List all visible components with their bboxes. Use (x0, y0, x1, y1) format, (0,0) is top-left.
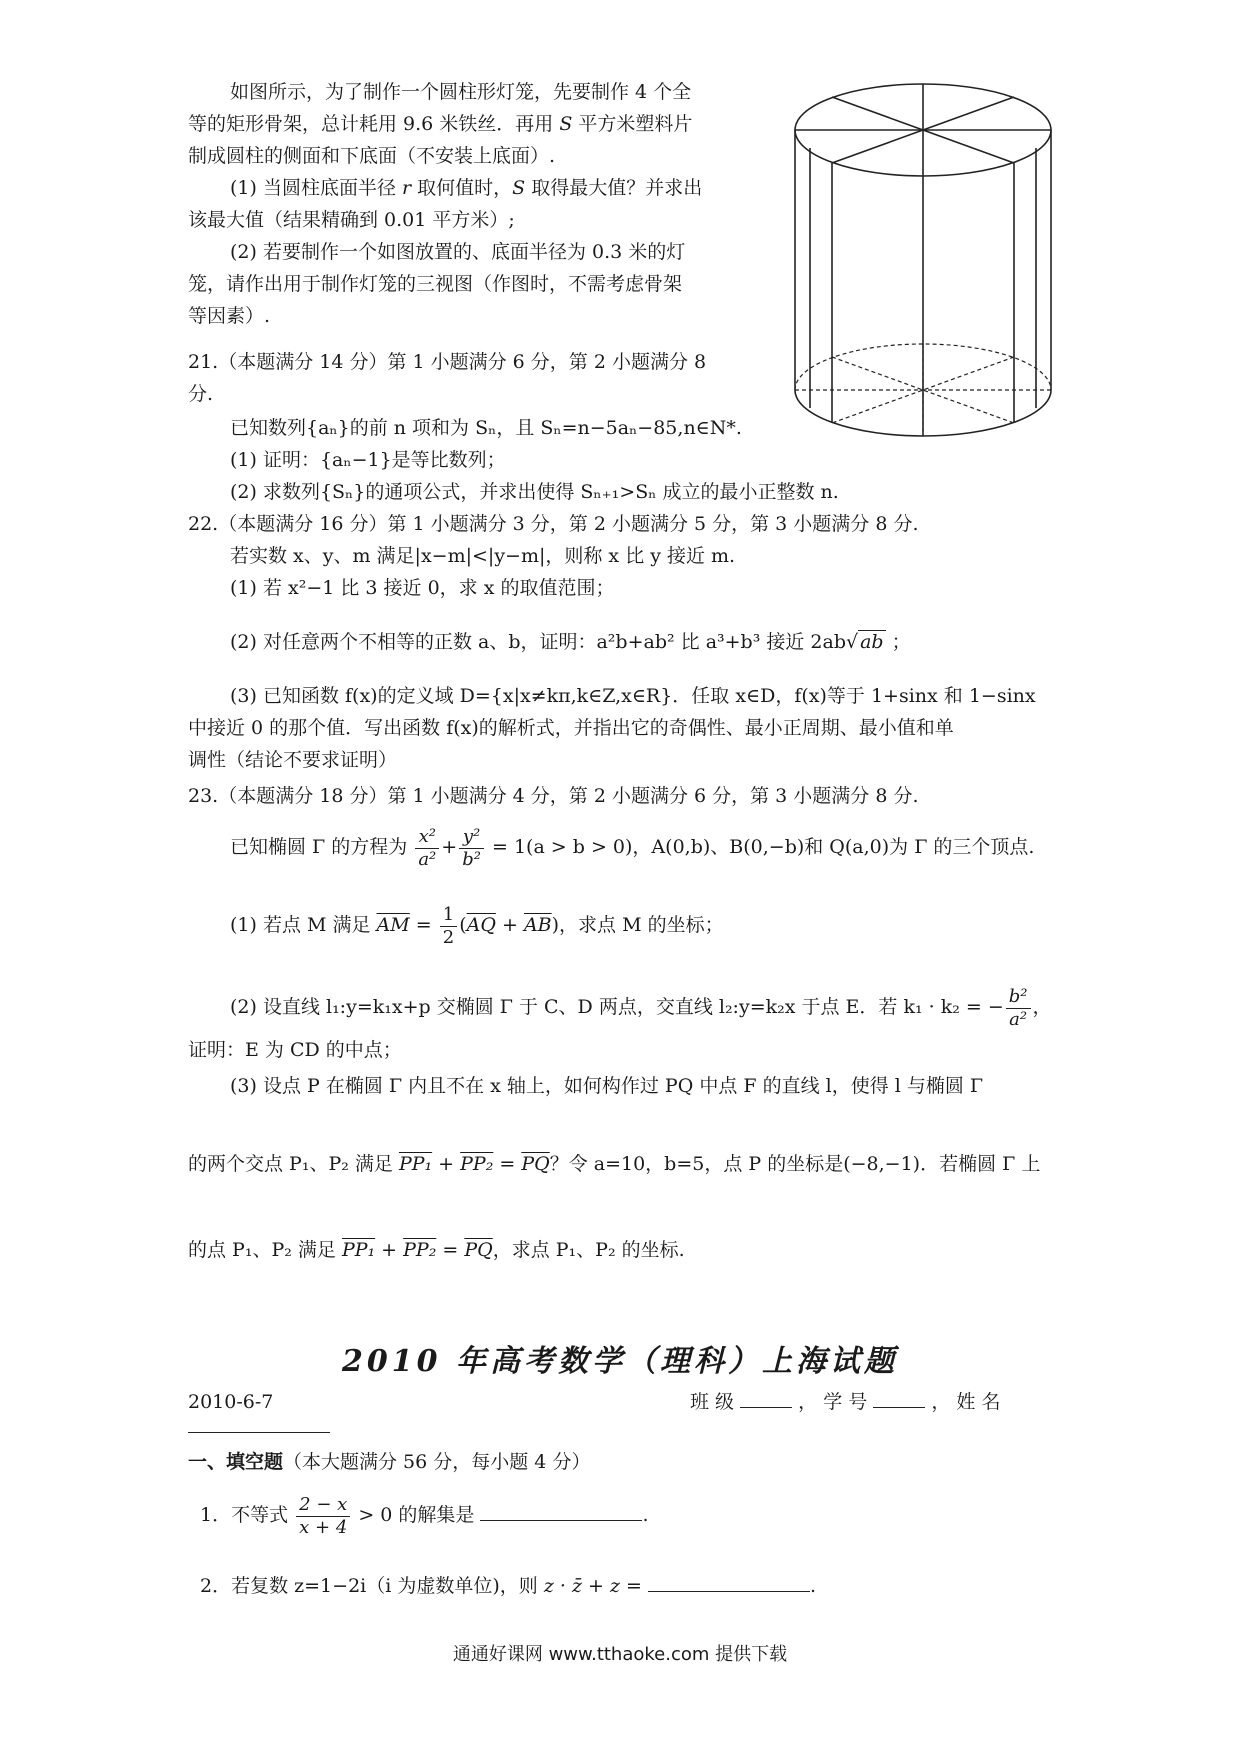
frac-den: a² (418, 848, 437, 870)
p20-q1-text-a: (1) 当圆柱底面半径 (230, 177, 396, 199)
fraction-half (440, 904, 457, 949)
p23-q1 (230, 898, 724, 952)
fraction-2-x-over-x-4 (296, 1494, 350, 1539)
p23-q2-line2: 证明：E 为 CD 的中点； (188, 1039, 402, 1061)
p20-intro-line3: 制成圆柱的侧面和下底面（不安装上底面）. (188, 145, 556, 167)
p20-intro-line1: 如图所示，为了制作一个圆柱形灯笼，先要制作 4 个全 (230, 81, 692, 103)
q1-text-b: > 0 的解集是 (358, 1504, 475, 1526)
frac-den: 2 (442, 926, 455, 948)
p23-q3-text-b: ？令 a=10，b=5，点 P 的坐标是(−8,−1)．若椭圆 Γ 上 (549, 1153, 1041, 1175)
fraction-x2-a2 (415, 826, 439, 871)
p20-var-S2: S (512, 177, 526, 199)
p20-var-r: r (402, 177, 412, 199)
paren-open: ( (459, 914, 467, 936)
p20-var-S: S (559, 113, 573, 135)
p22-q2-sqrt-ab: ab (860, 631, 884, 653)
exam-title: 2010 年高考数学（理科）上海试题 (342, 1344, 898, 1379)
frac-num: 1 (440, 904, 457, 927)
p20-q2-line2: 笼，请作出用于制作灯笼的三视图（作图时，不需考虑骨架 (188, 273, 683, 295)
p22-q3-line1: (3) 已知函数 f(x)的定义域 D={x|x≠kπ,k∈Z,x∈R}．任取 x∈D，f(x)等于 1+sinx 和 1−sinx (230, 685, 1036, 707)
student-id-blank[interactable] (873, 1389, 925, 1408)
p22-stem: 若实数 x、y、m 满足|x−m|<|y−m|，则称 x 比 y 接近 m. (230, 545, 736, 567)
p23-q1-end: )，求点 M 的坐标； (551, 914, 724, 936)
p23-q2-line1 (230, 980, 1052, 1034)
fraction-b2-a2 (1006, 986, 1031, 1031)
plus-sign: + (438, 1153, 455, 1175)
p20-intro-line2-text: 等的矩形骨架，总计耗用 9.6 米铁丝．再用 (188, 113, 554, 135)
frac-den: x + 4 (299, 1516, 348, 1538)
p23-stem (230, 820, 1034, 874)
section1-heading: 一、填空题 (188, 1451, 284, 1473)
plus-sign: + (441, 836, 458, 858)
cylinder-lantern-figure (788, 70, 1058, 440)
p23-q3-line2 (188, 1150, 1040, 1178)
section1-heading-line (188, 1448, 590, 1476)
p20-q1-line2: 该最大值（结果精确到 0.01 平方米）; (188, 209, 515, 231)
answer-blank-2[interactable] (648, 1573, 810, 1592)
p21-header-line2: 分. (188, 383, 214, 405)
vector-PP1: PP₁ (398, 1153, 433, 1175)
frac-den: b² (462, 848, 481, 870)
footer-source: 通通好课网 www.tthaoke.com 提供下载 (452, 1644, 788, 1665)
name-blank-line[interactable] (188, 1432, 330, 1433)
class-blank[interactable] (740, 1389, 792, 1408)
p21-header-line1: 21.（本题满分 14 分）第 1 小题满分 6 分，第 2 小题满分 8 (188, 351, 707, 373)
class-label: 班 级 (690, 1391, 735, 1413)
p21-stem: 已知数列{aₙ}的前 n 项和为 Sₙ，且 Sₙ=n−5aₙ−85,n∈N*. (230, 417, 742, 439)
p23-q3-text-d: ，求点 P₁、P₂ 的坐标. (492, 1239, 685, 1261)
vector-PP2: PP₂ (460, 1153, 494, 1175)
vector-AQ: $\overline{AQ}$ (466, 914, 496, 936)
plus-sign: + (381, 1239, 398, 1261)
exam-date: 2010-6-7 (188, 1391, 274, 1413)
p23-q2-end: ， (1032, 996, 1052, 1018)
frac-num: y² (459, 826, 484, 849)
fill-question-2 (200, 1572, 816, 1600)
q2-end: . (809, 1575, 817, 1597)
student-info-fields (690, 1388, 1000, 1416)
p21-q1: (1) 证明：{aₙ−1}是等比数列； (230, 449, 506, 471)
p20-q1-text-c: 取得最大值？并求出 (531, 177, 703, 199)
p20-q1-line1 (230, 174, 702, 202)
vector-AM: $\overline{AM}$ (376, 914, 410, 936)
vector-PQ: $\overline{PQ}$ (521, 1153, 550, 1175)
p20-q2-line1: (2) 若要制作一个如图放置的、底面半径为 0.3 米的灯 (230, 241, 686, 263)
p22-q2-text: (2) 对任意两个不相等的正数 a、b，证明：a²b+ab² 比 a³+b³ 接近 2ab (230, 631, 846, 653)
vector-PQ: $\overline{PQ}$ (464, 1239, 493, 1261)
p23-q3-text-c: 的点 P₁、P₂ 满足 (188, 1239, 336, 1261)
q2-expr: z · z̄ + z = (543, 1575, 642, 1597)
q2-text: 2．若复数 z=1−2i（i 为虚数单位)，则 (200, 1575, 538, 1597)
equals-sign: = (442, 1239, 459, 1261)
frac-num: b² (1006, 986, 1031, 1009)
p23-q2-text: (2) 设直线 l₁:y=k₁x+p 交椭圆 Γ 于 C、D 两点，交直线 l₂:y=k₂x 于点 E．若 k₁ · k₂ = − (230, 996, 1004, 1018)
p23-q1-text: (1) 若点 M 满足 (230, 914, 371, 936)
student-id-label: 学 号 (823, 1391, 868, 1413)
p22-q2 (230, 628, 911, 656)
q1-text: 1．不等式 (200, 1504, 289, 1526)
p22-q1: (1) 若 x²−1 比 3 接近 0，求 x 的取值范围； (230, 577, 615, 599)
p22-header: 22.（本题满分 16 分）第 1 小题满分 3 分，第 2 小题满分 5 分，第 3 小题满分 8 分. (188, 513, 919, 535)
frac-num: 2 − x (296, 1494, 350, 1517)
p23-stem-text: 已知椭圆 Γ 的方程为 (230, 836, 408, 858)
name-label: 姓 名 (956, 1391, 1001, 1413)
p22-q3-line2: 中接近 0 的那个值．写出函数 f(x)的解析式，并指出它的奇偶性、最小正周期、最小值和单 (188, 717, 954, 739)
q1-end: . (642, 1504, 649, 1526)
p20-intro-line2 (188, 110, 692, 138)
separator: ， (931, 1391, 951, 1413)
frac-num: x² (415, 826, 439, 849)
p22-q3-line3: 调性（结论不要求证明） (188, 749, 398, 771)
answer-blank-1[interactable] (480, 1502, 642, 1521)
p23-q3-line3 (188, 1236, 685, 1264)
frac-den: a² (1009, 1008, 1028, 1030)
vector-PP2: PP₂ (403, 1239, 437, 1261)
p23-q3-line1: (3) 设点 P 在椭圆 Γ 内且不在 x 轴上，如何构作过 PQ 中点 F 的直线 l，使得 l 与椭圆 Γ (230, 1075, 984, 1097)
p23-header: 23.（本题满分 18 分）第 1 小题满分 4 分，第 2 小题满分 6 分，第 3 小题满分 8 分. (188, 785, 919, 807)
p23-q3-text-a: 的两个交点 P₁、P₂ 满足 (188, 1153, 393, 1175)
p20-q1-text-b: 取何值时， (417, 177, 513, 199)
equals-sign: = (415, 914, 432, 936)
separator: ， (798, 1391, 818, 1413)
vector-PP1: PP₁ (341, 1239, 376, 1261)
p20-q2-line3: 等因素）. (188, 305, 271, 327)
vector-AB: $\overline{AB}$ (523, 914, 552, 936)
fraction-y2-b2 (459, 826, 484, 871)
p22-q2-end: ； (891, 631, 911, 653)
p20-intro-line2-end: 平方米塑料片 (578, 113, 693, 135)
plus-sign: + (501, 914, 518, 936)
fill-question-1 (200, 1488, 649, 1542)
p23-stem-rest: = 1(a > b > 0)，A(0,b)、B(0,−b)和 Q(a,0)为 Γ 的三个顶点. (491, 836, 1035, 858)
sqrt-symbol: √ (846, 631, 859, 653)
equals-sign: = (499, 1153, 516, 1175)
p21-q2: (2) 求数列{Sₙ}的通项公式，并求出使得 Sₙ₊₁>Sₙ 成立的最小正整数 n. (230, 481, 839, 503)
section1-note: （本大题满分 56 分，每小题 4 分） (283, 1451, 591, 1473)
